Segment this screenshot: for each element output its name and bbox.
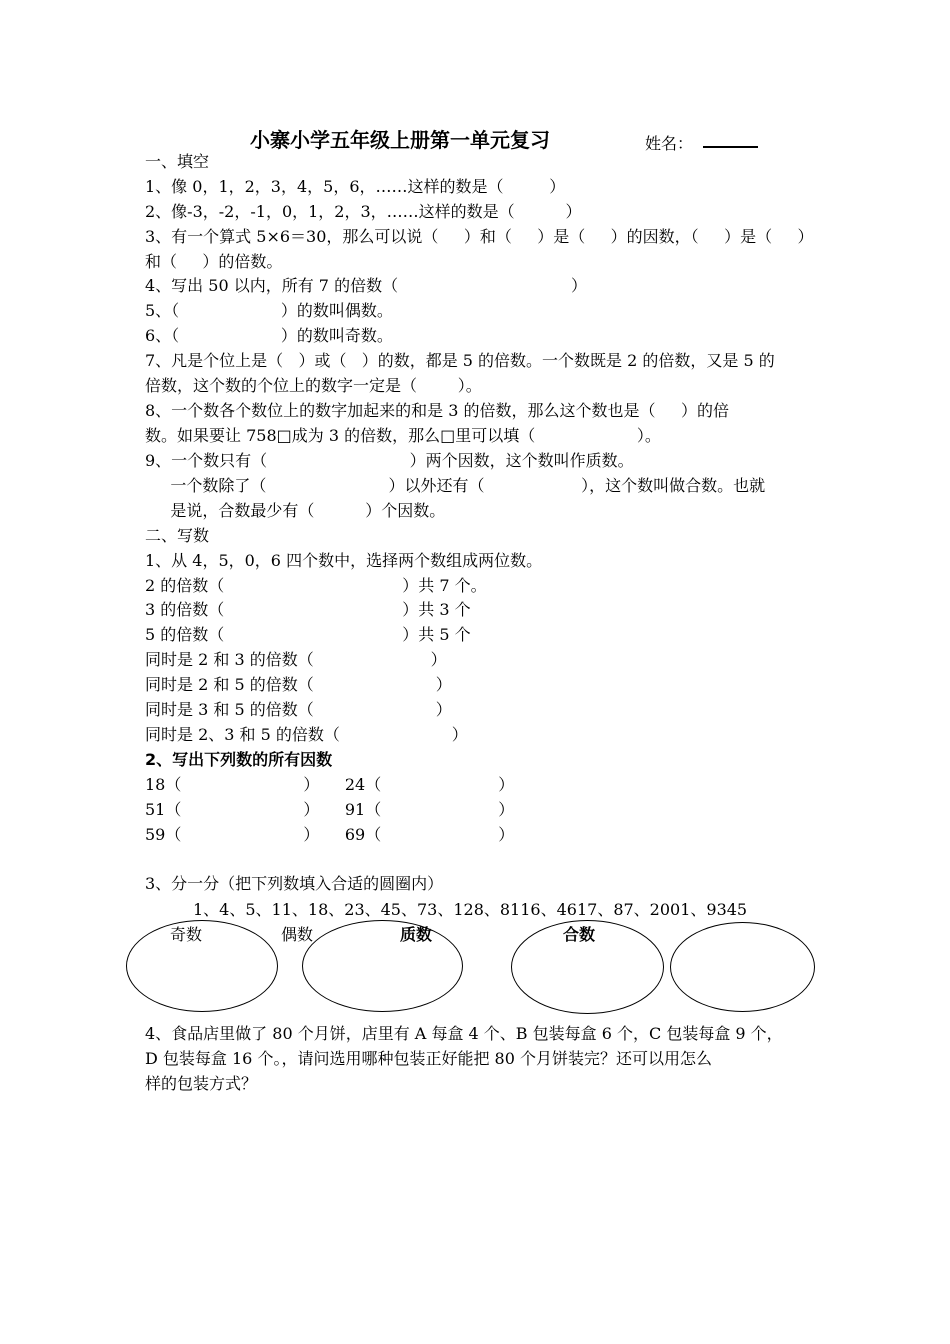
fill-line: 8、一个数各个数位上的数字加起来的和是 3 的倍数，那么这个数也是（ ）的倍 xyxy=(145,401,729,420)
write-line: 同时是 2 和 3 的倍数（ ） xyxy=(145,650,447,669)
label-even: 偶数 xyxy=(281,925,314,944)
fill-line: 和（ ）的倍数。 xyxy=(145,252,283,271)
odd-circle[interactable] xyxy=(126,920,278,1012)
write-line: 同时是 2 和 5 的倍数（ ） xyxy=(145,675,452,694)
factors-row: 18（ ） 24（ ） xyxy=(145,775,515,794)
fill-line: 7、凡是个位上是（ ）或（ ）的数，都是 5 的倍数。一个数既是 2 的倍数，又是 5 的 xyxy=(145,351,775,370)
write-line: 2 的倍数（ ）共 7 个。 xyxy=(145,576,487,595)
label-composite: 合数 xyxy=(563,925,596,944)
fill-line: 4、写出 50 以内，所有 7 的倍数（ ） xyxy=(145,276,587,295)
write-line: 1、从 4，5，0，6 四个数中，选择两个数组成两位数。 xyxy=(145,551,543,570)
name-blank-line[interactable] xyxy=(703,127,758,148)
write-line: 3 的倍数（ ）共 3 个 xyxy=(145,600,471,619)
problem-line: 样的包装方式？ xyxy=(145,1074,258,1093)
classify-heading: 3、分一分（把下列数填入合适的圆圈内） xyxy=(145,874,444,893)
fill-line: 2、像-3，-2，-1，0，1，2，3，……这样的数是（ ） xyxy=(145,202,582,221)
factors-heading: 2、写出下列数的所有因数 xyxy=(145,750,333,769)
prime-circle[interactable] xyxy=(511,920,664,1014)
section1-heading: 一、填空 xyxy=(145,152,210,171)
fill-line: 3、有一个算式 5×6＝30，那么可以说（ ）和（ ）是（ ）的因数，（ ）是（ ） xyxy=(145,227,814,246)
write-line: 同时是 2、3 和 5 的倍数（ ） xyxy=(145,725,468,744)
fill-line: 9、一个数只有（ ）两个因数，这个数叫作质数。 xyxy=(145,451,634,470)
fill-line: 数。如果要让 758□成为 3 的倍数，那么□里可以填（ ）。 xyxy=(145,426,661,445)
problem-line: 4、食品店里做了 80 个月饼，店里有 A 每盒 4 个、B 包装每盒 6 个，C 包装每盒 9 个， xyxy=(145,1024,783,1043)
label-prime: 质数 xyxy=(400,925,433,944)
label-odd: 奇数 xyxy=(170,925,203,944)
page-title: 小寨小学五年级上册第一单元复习 xyxy=(250,128,550,152)
fill-line: 5、（ ）的数叫偶数。 xyxy=(145,301,393,320)
section2-heading: 二、写数 xyxy=(145,526,210,545)
fill-line: 6、（ ）的数叫奇数。 xyxy=(145,326,393,345)
fill-line: 1、像 0，1，2，3，4，5，6，……这样的数是（ ） xyxy=(145,177,566,196)
even-circle[interactable] xyxy=(302,920,463,1012)
factors-row: 51（ ） 91（ ） xyxy=(145,800,515,819)
classify-numbers: 1、4、5、11、18、23、45、73、128、8116、4617、87、2001、9345 xyxy=(193,900,748,919)
name-label: 姓名： xyxy=(645,134,694,153)
fill-line: 是说，合数最少有（ ）个因数。 xyxy=(145,501,446,520)
fill-line: 一个数除了（ ）以外还有（ ），这个数叫做合数。也就 xyxy=(145,476,766,495)
write-line: 5 的倍数（ ）共 5 个 xyxy=(145,625,471,644)
fill-line: 倍数，这个数的个位上的数字一定是（ ）。 xyxy=(145,376,482,395)
write-line: 同时是 3 和 5 的倍数（ ） xyxy=(145,700,452,719)
composite-circle[interactable] xyxy=(670,922,815,1012)
factors-row: 59（ ） 69（ ） xyxy=(145,825,515,844)
problem-line: D 包装每盒 16 个。，请问选用哪种包装正好能把 80 个月饼装完？还可以用怎么 xyxy=(145,1049,712,1068)
